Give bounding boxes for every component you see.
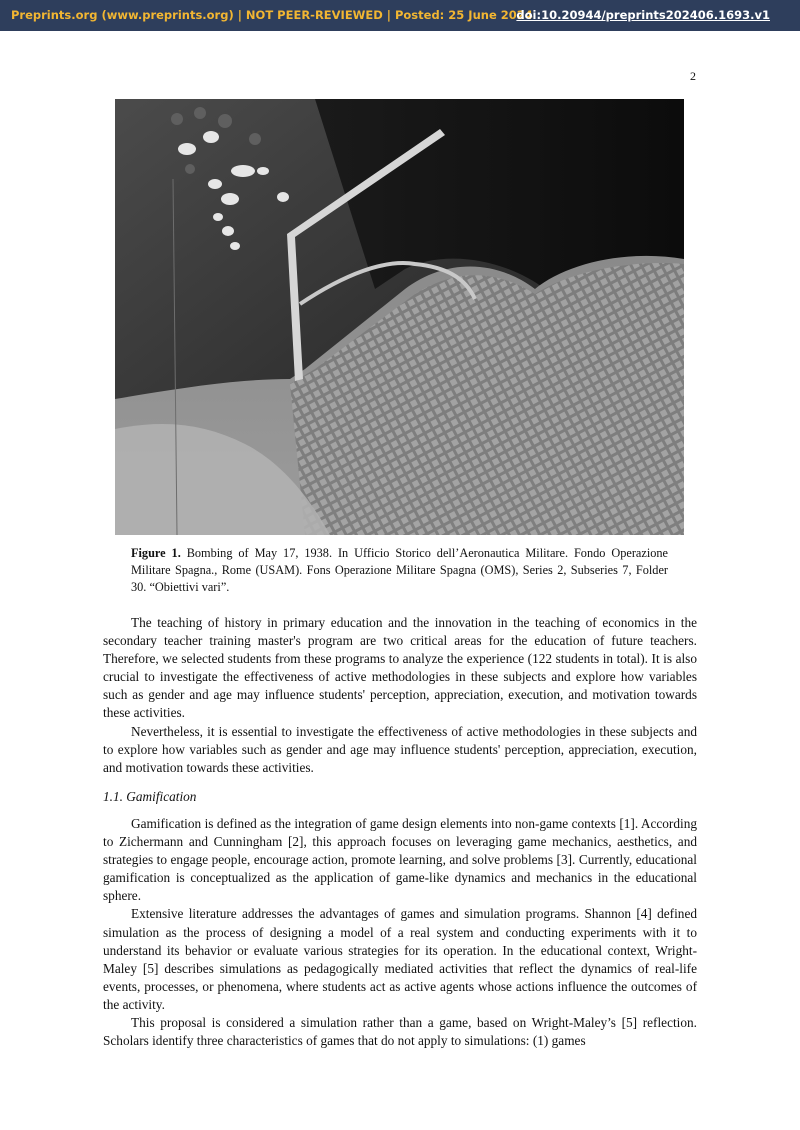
figure-caption-text: Bombing of May 17, 1938. In Ufficio Storico dell’Aeronautica Militare. Fondo Operazione Militare Spagna., Rome (USAM). Fons Operazione Militare Spagna (OMS), Series 2, Subseries 7, Folder 30. “Obiettivi vari”.	[131, 546, 669, 594]
section-heading: 1.1. Gamification	[103, 788, 197, 804]
paragraph: The teaching of history in primary education and the innovation in the teaching of economics in the secondary teacher training master's program are two critical areas for the education of future teachers. Therefore, we selected students from these programs to analyze the experience (122 students in total). It is also crucial to investigate the effectiveness of active methodologies in these subjects and explore how variables such as gender and age may influence students' perception, appreciation, execution, and motivation towards these activities.	[103, 615, 697, 721]
figure-caption	[131, 545, 668, 596]
paragraph: Nevertheless, it is essential to investigate the effectiveness of active methodologies in these subjects and to explore how variables such as gender and age may influence students' perception, appreciation, execution, and motivation towards these activities.	[103, 723, 697, 775]
preprint-banner	[0, 0, 800, 31]
banner-posting-info: Preprints.org (www.preprints.org) | NOT PEER-REVIEWED | Posted: 25 June 2024	[11, 8, 533, 22]
paragraph: Extensive literature addresses the advantages of games and simulation programs. Shannon [4] defined simulation as the process of designing a model of a real system and conducting experiments with it to understand its behavior or evaluate various strategies for its operation. In the educational context, Wright-Maley [5] describes simulations as pedagogically mediated activities that reflect the dynamics of real-life events, processes, or phenomena, where students act as active agents whose actions influence the outcomes of the activity.	[103, 906, 697, 1012]
paragraph: Gamification is defined as the integration of game design elements into non-game contexts [1]. According to Zichermann and Cunningham [2], this approach focuses on leveraging game mechanics, aesthetics, and strategies to engage people, encourage action, promote learning, and solve problems [3]. Currently, educational gamification is conceptualized as the application of game-like dynamics and mechanics in the educational sphere.	[103, 815, 697, 904]
figure-label: Figure 1.	[131, 546, 181, 560]
figure-aerial-photo	[115, 99, 684, 535]
aerial-photo-image	[115, 99, 684, 535]
page-number: 2	[690, 69, 696, 83]
paragraph: This proposal is considered a simulation rather than a game, based on Wright-Maley’s [5] reflection. Scholars identify three characteristics of games that do not apply to simulations: (1) games	[103, 1014, 697, 1049]
doi-link[interactable]: doi:10.20944/preprints202406.1693.v1	[516, 8, 770, 22]
body-text	[103, 614, 697, 1050]
